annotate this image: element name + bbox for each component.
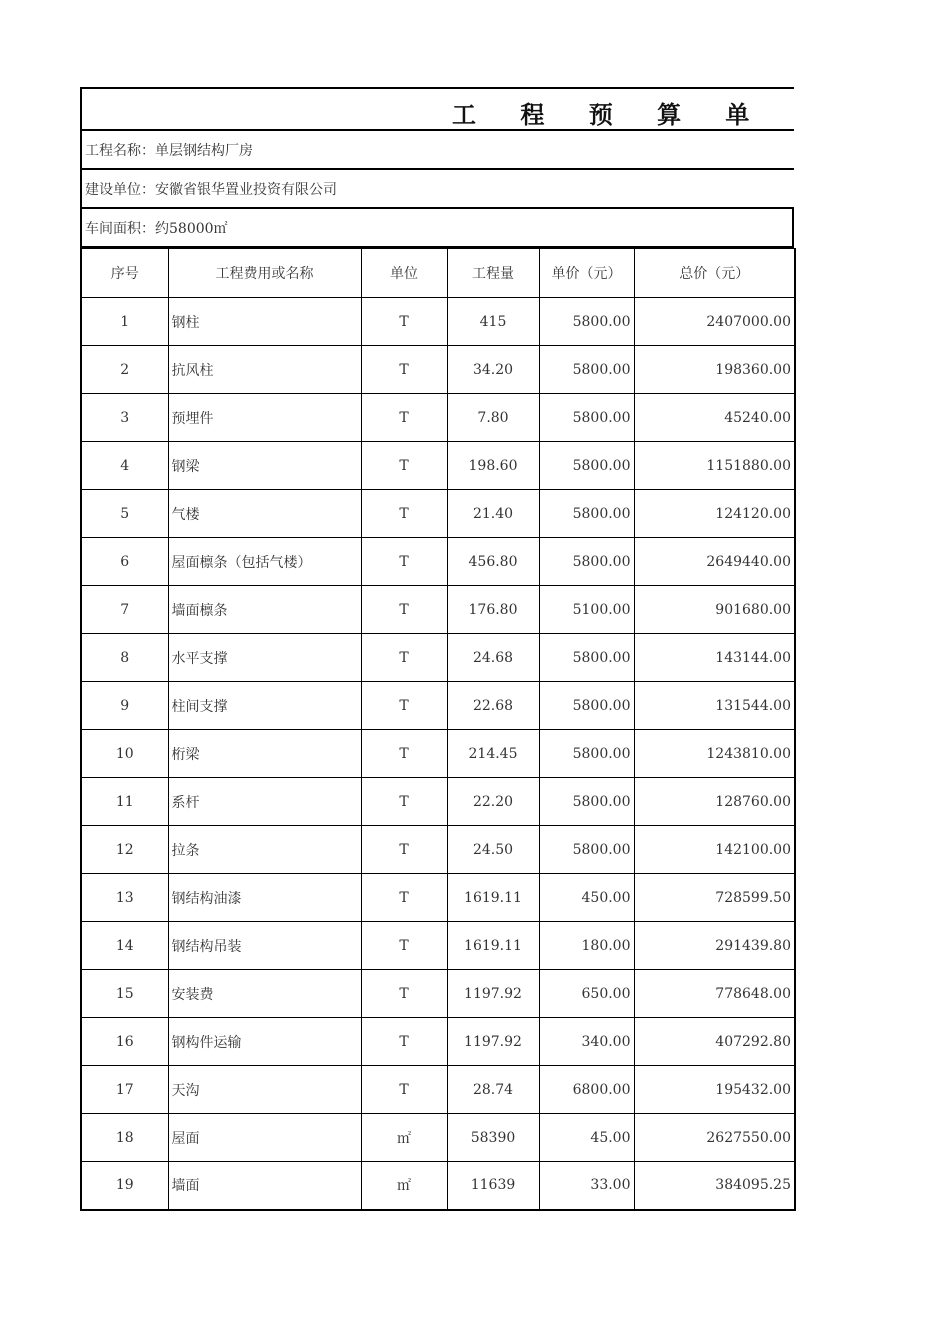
item-name-cell: 系杆 <box>168 778 361 826</box>
quantity-cell: 214.45 <box>447 730 539 778</box>
total-price-cell: 407292.80 <box>634 1018 795 1066</box>
item-name-cell: 墙面 <box>168 1162 361 1210</box>
quantity-cell: 1197.92 <box>447 970 539 1018</box>
workshop-area: 车间面积：约58000㎡ <box>85 220 228 237</box>
unit-cell: T <box>361 298 447 346</box>
unit-price-cell: 5800.00 <box>539 346 634 394</box>
index-cell: 4 <box>81 442 168 490</box>
index-cell: 15 <box>81 970 168 1018</box>
total-price-cell: 1243810.00 <box>634 730 795 778</box>
index-cell: 16 <box>81 1018 168 1066</box>
quantity-cell: 58390 <box>447 1114 539 1162</box>
unit-price-cell: 45.00 <box>539 1114 634 1162</box>
item-name-cell: 抗风柱 <box>168 346 361 394</box>
item-name-cell: 钢梁 <box>168 442 361 490</box>
index-cell: 17 <box>81 1066 168 1114</box>
item-name-cell: 屋面 <box>168 1114 361 1162</box>
unit-price-cell: 5800.00 <box>539 442 634 490</box>
item-name-cell: 预埋件 <box>168 394 361 442</box>
table-row <box>81 586 795 634</box>
unit-cell: T <box>361 778 447 826</box>
title-row <box>80 87 794 131</box>
index-cell: 14 <box>81 922 168 970</box>
table-row <box>81 874 795 922</box>
total-price-cell: 1151880.00 <box>634 442 795 490</box>
index-cell: 12 <box>81 826 168 874</box>
table-row <box>81 346 795 394</box>
index-cell: 8 <box>81 634 168 682</box>
budget-sheet <box>80 87 794 1211</box>
total-price-cell: 195432.00 <box>634 1066 795 1114</box>
quantity-cell: 1619.11 <box>447 922 539 970</box>
table-row <box>81 394 795 442</box>
quantity-cell: 22.20 <box>447 778 539 826</box>
project-name: 工程名称：单层钢结构厂房 <box>85 142 253 159</box>
index-cell: 10 <box>81 730 168 778</box>
total-price-cell: 2649440.00 <box>634 538 795 586</box>
item-name-cell: 拉条 <box>168 826 361 874</box>
quantity-cell: 24.68 <box>447 634 539 682</box>
table-row <box>81 442 795 490</box>
quantity-cell: 34.20 <box>447 346 539 394</box>
unit-cell: T <box>361 730 447 778</box>
table-row <box>81 634 795 682</box>
unit-cell: T <box>361 346 447 394</box>
unit-cell: ㎡ <box>361 1162 447 1210</box>
total-price-cell: 124120.00 <box>634 490 795 538</box>
builder-unit: 建设单位：安徽省银华置业投资有限公司 <box>85 181 337 198</box>
total-price-cell: 142100.00 <box>634 826 795 874</box>
unit-cell: T <box>361 922 447 970</box>
table-row <box>81 826 795 874</box>
unit-price-cell: 5800.00 <box>539 682 634 730</box>
unit-price-cell: 33.00 <box>539 1162 634 1210</box>
quantity-cell: 21.40 <box>447 490 539 538</box>
item-name-cell: 桁梁 <box>168 730 361 778</box>
unit-cell: T <box>361 826 447 874</box>
total-price-cell: 2627550.00 <box>634 1114 795 1162</box>
index-cell: 19 <box>81 1162 168 1210</box>
header-index: 序号 <box>81 249 168 298</box>
item-name-cell: 屋面檩条（包括气楼） <box>168 538 361 586</box>
total-price-cell: 45240.00 <box>634 394 795 442</box>
total-price-cell: 291439.80 <box>634 922 795 970</box>
unit-price-cell: 650.00 <box>539 970 634 1018</box>
quantity-cell: 22.68 <box>447 682 539 730</box>
header-unit-price: 单价（元） <box>539 249 634 298</box>
quantity-cell: 1619.11 <box>447 874 539 922</box>
unit-price-cell: 5800.00 <box>539 730 634 778</box>
unit-price-cell: 5800.00 <box>539 538 634 586</box>
total-price-cell: 901680.00 <box>634 586 795 634</box>
table-row <box>81 682 795 730</box>
unit-cell: T <box>361 538 447 586</box>
table-header-row <box>81 249 795 298</box>
table-row <box>81 538 795 586</box>
index-cell: 3 <box>81 394 168 442</box>
quantity-cell: 456.80 <box>447 538 539 586</box>
table-row <box>81 1162 795 1210</box>
total-price-cell: 143144.00 <box>634 634 795 682</box>
quantity-cell: 198.60 <box>447 442 539 490</box>
table-row <box>81 730 795 778</box>
item-name-cell: 气楼 <box>168 490 361 538</box>
item-name-cell: 钢柱 <box>168 298 361 346</box>
unit-price-cell: 340.00 <box>539 1018 634 1066</box>
unit-cell: T <box>361 682 447 730</box>
item-name-cell: 水平支撑 <box>168 634 361 682</box>
area-row <box>80 209 794 248</box>
project-name-row <box>80 131 794 170</box>
header-quantity: 工程量 <box>447 249 539 298</box>
total-price-cell: 198360.00 <box>634 346 795 394</box>
quantity-cell: 176.80 <box>447 586 539 634</box>
table-row <box>81 1018 795 1066</box>
unit-price-cell: 5800.00 <box>539 298 634 346</box>
index-cell: 11 <box>81 778 168 826</box>
table-row <box>81 970 795 1018</box>
table-row <box>81 490 795 538</box>
index-cell: 1 <box>81 298 168 346</box>
unit-price-cell: 5800.00 <box>539 394 634 442</box>
unit-price-cell: 450.00 <box>539 874 634 922</box>
table-row <box>81 778 795 826</box>
item-name-cell: 钢结构油漆 <box>168 874 361 922</box>
item-name-cell: 柱间支撑 <box>168 682 361 730</box>
item-name-cell: 天沟 <box>168 1066 361 1114</box>
unit-cell: T <box>361 394 447 442</box>
item-name-cell: 钢结构吊装 <box>168 922 361 970</box>
unit-cell: T <box>361 874 447 922</box>
unit-cell: ㎡ <box>361 1114 447 1162</box>
total-price-cell: 2407000.00 <box>634 298 795 346</box>
total-price-cell: 384095.25 <box>634 1162 795 1210</box>
total-price-cell: 128760.00 <box>634 778 795 826</box>
budget-table <box>80 248 796 1211</box>
index-cell: 2 <box>81 346 168 394</box>
quantity-cell: 28.74 <box>447 1066 539 1114</box>
unit-price-cell: 5800.00 <box>539 634 634 682</box>
total-price-cell: 131544.00 <box>634 682 795 730</box>
quantity-cell: 1197.92 <box>447 1018 539 1066</box>
table-row <box>81 298 795 346</box>
index-cell: 6 <box>81 538 168 586</box>
unit-cell: T <box>361 970 447 1018</box>
unit-price-cell: 5100.00 <box>539 586 634 634</box>
builder-row <box>80 170 794 209</box>
index-cell: 13 <box>81 874 168 922</box>
header-unit: 单位 <box>361 249 447 298</box>
header-total-price: 总价（元） <box>634 249 795 298</box>
unit-price-cell: 180.00 <box>539 922 634 970</box>
item-name-cell: 安装费 <box>168 970 361 1018</box>
index-cell: 5 <box>81 490 168 538</box>
header-item: 工程费用或名称 <box>168 249 361 298</box>
quantity-cell: 7.80 <box>447 394 539 442</box>
unit-cell: T <box>361 490 447 538</box>
unit-price-cell: 5800.00 <box>539 490 634 538</box>
table-row <box>81 1114 795 1162</box>
unit-cell: T <box>361 586 447 634</box>
quantity-cell: 415 <box>447 298 539 346</box>
quantity-cell: 11639 <box>447 1162 539 1210</box>
table-row <box>81 922 795 970</box>
index-cell: 7 <box>81 586 168 634</box>
unit-cell: T <box>361 634 447 682</box>
index-cell: 18 <box>81 1114 168 1162</box>
unit-price-cell: 5800.00 <box>539 778 634 826</box>
unit-cell: T <box>361 442 447 490</box>
unit-cell: T <box>361 1018 447 1066</box>
quantity-cell: 24.50 <box>447 826 539 874</box>
unit-cell: T <box>361 1066 447 1114</box>
table-row <box>81 1066 795 1114</box>
total-price-cell: 778648.00 <box>634 970 795 1018</box>
total-price-cell: 728599.50 <box>634 874 795 922</box>
item-name-cell: 墙面檩条 <box>168 586 361 634</box>
sheet-title: 工 程 预 算 单 <box>452 100 768 129</box>
unit-price-cell: 5800.00 <box>539 826 634 874</box>
item-name-cell: 钢构件运输 <box>168 1018 361 1066</box>
unit-price-cell: 6800.00 <box>539 1066 634 1114</box>
index-cell: 9 <box>81 682 168 730</box>
